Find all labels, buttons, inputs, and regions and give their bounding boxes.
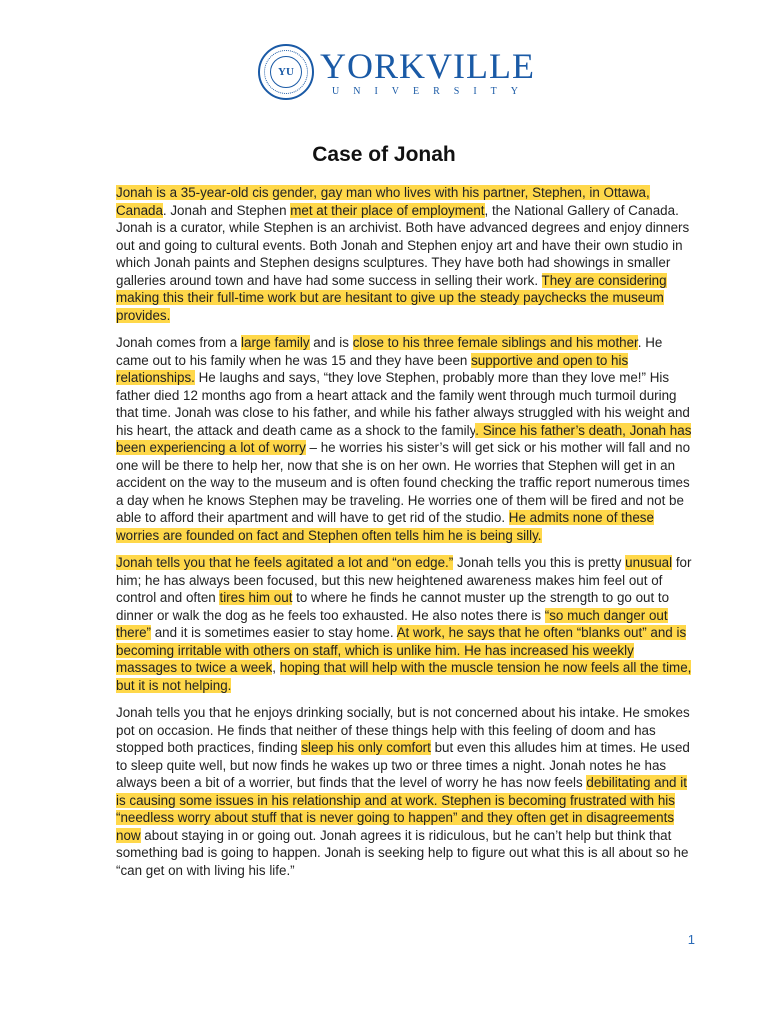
body-text: . Jonah and Stephen — [162, 202, 291, 218]
highlighted-text: At work, he says that he often “blanks out” and is becoming irritable with others on staff, which is unlike him. He has increased his weekly massages to twice a week — [116, 625, 687, 675]
seal-initials: YU — [270, 56, 302, 88]
body-text: – he worries his sister’s will get sick or his mother will fall and no one will be there to help her, now that she is on her own. He worries that Stephen will get in an accident on the way to the museum and is often found checking the traffic report numerous times a day when he knows Stephen may be traveling. He worries one of them will be fired and not be able to afford their apartment and will have to get rid of the studio. — [116, 440, 691, 525]
body-text: . He came out to his family when he was 15 and they have been — [116, 335, 663, 368]
highlighted-text: tires him out — [219, 590, 293, 605]
highlighted-text: . Since his father’s death, Jonah has been experiencing a lot of worry — [116, 422, 692, 455]
highlighted-text: met at their place of employment — [290, 202, 485, 218]
body-text: Jonah comes from a — [116, 335, 242, 350]
body-text: to where he finds he cannot muster up the strength to go out to dinner or walk the dog as he feels too exhausted. He also notes there is — [116, 590, 670, 623]
seal-ring — [264, 50, 308, 94]
highlighted-text: He admits none of these worries are founded on fact and Stephen often tells him he is being silly. — [116, 510, 654, 543]
logo-name: YORKVILLE — [320, 45, 535, 86]
highlighted-text: Jonah is a 35-year-old cis gender, gay man who lives with his partner, Stephen, in Ottawa, Canada — [116, 185, 650, 218]
body-text: for him; he has always been focused, but this new heightened awareness makes him feel out of control and often — [116, 555, 692, 605]
body-text: , the National Gallery of Canada. Jonah is a curator, while Stephen is an archivist. Both have advanced degrees and enjoy dinners out and going to cultural events. Both Jonah and Stephen enjoy art and have their own studio in which Jonah paints and Stephen designs sculptures. They have both had showings in smaller galleries around town and have had some success in selling their work. — [116, 202, 690, 288]
highlighted-text: Jonah tells you that he feels agitated a lot and “on edge.” — [116, 555, 454, 570]
paragraph — [116, 184, 696, 324]
university-seal-icon — [258, 44, 314, 100]
highlighted-text: close to his three female siblings and his mother — [352, 335, 638, 350]
body-text: about staying in or going out. Jonah agrees it is ridiculous, but he can’t help but think that something bad is going to happen. Jonah is seeking help to figure out what this is all about so he “can get on with living his life.” — [116, 827, 689, 878]
body-text: He laughs and says, “they love Stephen, probably more than they love me!” His father died 12 months ago from a heart attack and the family went through much turmoil during that time. Jonah was close to his father, and while his father always struggled with his weight and his heart, the attack and death came as a shock to the family — [116, 370, 690, 438]
wordmark — [320, 45, 535, 97]
highlighted-text: hoping that will help with the muscle tension he now feels all the time, but it is not helping. — [116, 660, 692, 693]
body-text: Jonah tells you this is pretty — [453, 555, 626, 570]
highlighted-text: debilitating and it is causing some issues in his relationship and at work. Stephen is becoming frustrated with his “needless worry about stuff that is never going to happen” and they often get in disagreements now — [116, 775, 687, 843]
body-text: and is — [309, 335, 353, 350]
paragraph — [116, 704, 696, 879]
body-text: , — [272, 660, 280, 675]
document-body — [116, 184, 696, 889]
highlighted-text: supportive and open to his relationships. — [116, 352, 629, 385]
body-text: but even this alludes him at times. He used to sleep quite well, but now finds he wakes up two or three times a night. Jonah notes he has always been a bit of a worrier, but finds that the level of worry he has now feels — [116, 740, 690, 790]
highlighted-text: unusual — [625, 555, 673, 570]
highlighted-text: large family — [241, 335, 310, 350]
paragraph — [116, 334, 696, 544]
logo-subtitle: UNIVERSITY — [332, 85, 532, 97]
paragraph — [116, 554, 696, 694]
highlighted-text: sleep his only comfort — [301, 740, 431, 755]
highlighted-text: “so much danger out there” — [116, 607, 668, 640]
university-logo — [258, 44, 535, 100]
body-text: and it is sometimes easier to stay home. — [150, 625, 397, 640]
page-number: 1 — [687, 932, 695, 947]
highlighted-text: They are considering making this their full-time work but are hesitant to give up the steady paychecks the museum provides. — [116, 272, 667, 323]
body-text: Jonah tells you that he enjoys drinking socially, but is not concerned about his intake. He smokes pot on occasion. He finds that neither of these things help with this feeling of doom and has stopped both practices, finding — [116, 705, 690, 755]
document-title: Case of Jonah — [312, 143, 456, 166]
